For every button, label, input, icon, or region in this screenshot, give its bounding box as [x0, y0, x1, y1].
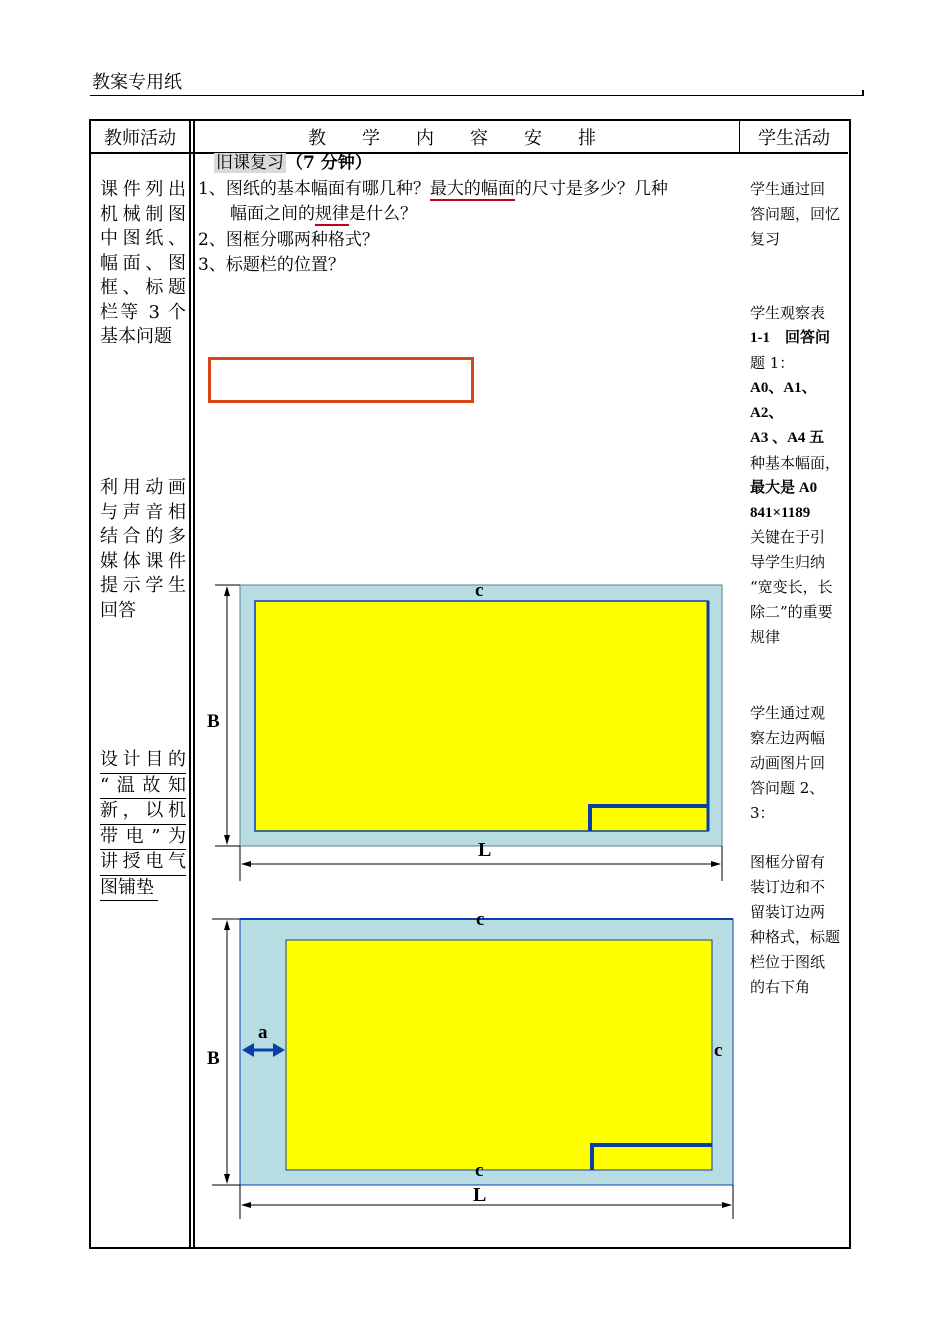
teacher-note-3: 设计目的 “温故知 新，以机 带电”为 讲授电气 图铺垫: [100, 748, 186, 901]
label-B: B: [207, 1048, 220, 1069]
student-note-2: 学生观察表 1-1 回答问 题 1： A0、A1、A2、 A3 、A4 五 种基本幅面， 最大是 A0 841×1189: [750, 304, 841, 521]
header-teacher-activity: 教师活动: [104, 128, 176, 149]
label-top-c: c: [475, 580, 484, 601]
label-bottom-c: c: [475, 1160, 484, 1181]
header-row-divider: [91, 152, 848, 154]
col-divider-2: [739, 121, 740, 153]
label-a: a: [258, 1022, 268, 1043]
page-header-title: 教案专用纸: [92, 72, 182, 93]
review-label: 旧课复习: [216, 153, 284, 173]
teacher-note-1: 课件列出 机械制图 中图纸、 幅面、图 框、标题 栏等 3 个 基本问题: [100, 179, 186, 347]
label-top-c: c: [476, 909, 485, 930]
teacher-note-2: 利用动画 与声音相 结合的多 媒体课件 提示学生 回答: [100, 477, 186, 621]
student-note-3: 关键在于引 导学生归纳 “宽变长，长 除二”的重要 规律: [750, 528, 833, 646]
label-B: B: [207, 711, 220, 732]
question-1: 1、图纸的基本幅面有哪几种？最大的幅面的尺寸是多少？几种: [198, 179, 668, 199]
diagram-no-binding-margin: [200, 578, 740, 888]
question-3: 3、标题栏的位置？: [198, 255, 345, 275]
student-note-1: 学生通过回 答问题，回忆 复习: [750, 180, 841, 248]
review-heading: [214, 151, 372, 177]
header-student-activity: 学生活动: [758, 128, 830, 149]
red-highlight-box: [208, 357, 474, 403]
student-note-5: 图框分留有 装订边和不 留装订边两 种格式，标题 栏位于图纸 的右下角: [750, 853, 841, 996]
question-1-line2: 幅面之间的规律是什么？: [230, 204, 417, 224]
student-note-4: 学生通过观 察左边两幅 动画图片回 答问题 2、3：: [750, 704, 826, 822]
underlined-rule: 规律: [315, 204, 349, 224]
col-divider-1: [189, 121, 191, 1248]
col-divider-1b: [193, 121, 195, 1248]
header-rule: [90, 95, 863, 96]
label-L: L: [473, 1184, 487, 1206]
diagram-with-binding-margin: [200, 908, 740, 1226]
header-teaching-content: 教 学 内 容 安 排: [308, 128, 596, 149]
label-right-c: c: [714, 1040, 723, 1061]
drawing-area: [286, 940, 712, 1170]
drawing-area: [255, 601, 708, 831]
question-2: 2、图框分哪两种格式？: [198, 230, 379, 250]
header-rule-tick: [862, 90, 864, 96]
review-time: （7 分钟）: [286, 153, 372, 173]
label-L: L: [478, 839, 492, 861]
underlined-largest-size: 最大的幅面: [429, 179, 515, 199]
